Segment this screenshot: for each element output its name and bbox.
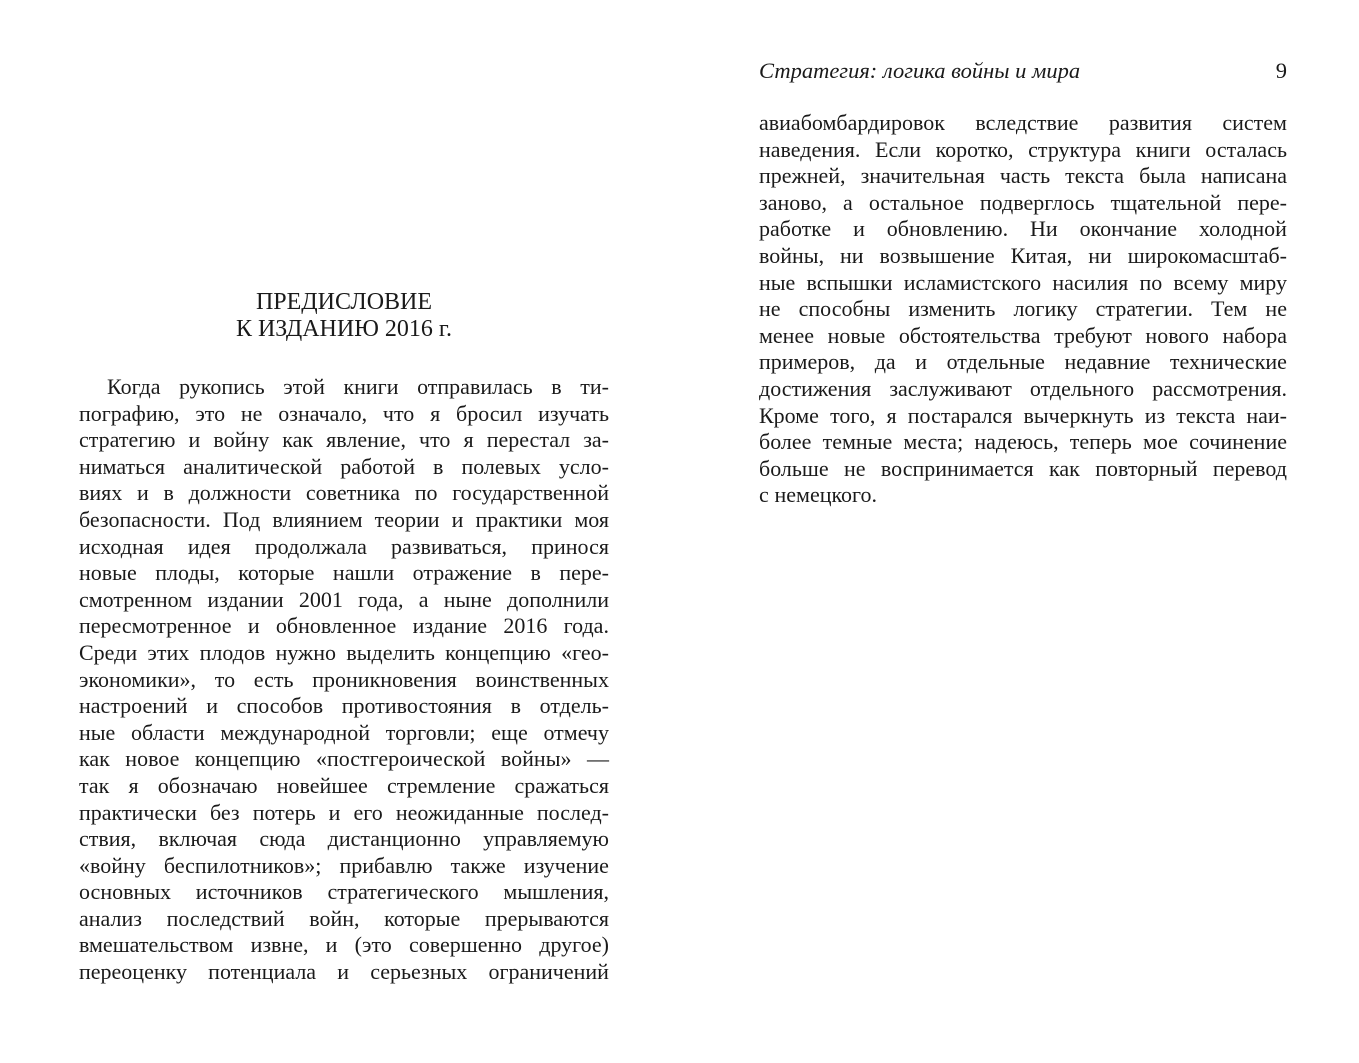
- text-line: пографию, это не означало, что я бросил изучать: [79, 400, 609, 426]
- text-line: Кроме того, я постарался вычеркнуть из текста наи-: [759, 402, 1287, 428]
- text-line: прежней, значительная часть текста была написана: [759, 163, 1287, 189]
- text-line: ные вспышки исламистского насилия по всему миру: [759, 269, 1287, 295]
- text-line: смотренном издании 2001 года, а ныне дополнили: [79, 586, 609, 612]
- text-line: авиабомбардировок вследствие развития систем: [759, 110, 1287, 135]
- chapter-heading: [79, 289, 609, 343]
- text-line: так я обозначаю новейшее стремление сражаться: [79, 772, 609, 798]
- text-line: основных источников стратегического мышления,: [79, 879, 609, 905]
- text-line: работке и обновлению. Ни окончание холодной: [759, 216, 1287, 242]
- text-line: пересмотренное и обновленное издание 2016 года.: [79, 613, 609, 639]
- text-line: ные области международной торговли; еще отмечу: [79, 719, 609, 745]
- text-line: новые плоды, которые нашли отражение в пере-: [79, 560, 609, 586]
- running-header: [759, 58, 1287, 84]
- text-line: ниматься аналитической работой в полевых усло-: [79, 453, 609, 479]
- text-line: войны, ни возвышение Китая, ни широкомасштаб-: [759, 242, 1287, 268]
- left-page-text: [79, 374, 609, 986]
- right-page-text: [759, 110, 1287, 509]
- text-line: виях и в должности советника по государственной: [79, 480, 609, 506]
- text-line: заново, а остальное подверглось тщательной пере-: [759, 189, 1287, 215]
- text-line: более темные места; надеюсь, теперь мое сочинение: [759, 429, 1287, 455]
- text-line: Среди этих плодов нужно выделить концепцию «гео-: [79, 639, 609, 665]
- text-line: безопасности. Под влиянием теории и практики моя: [79, 506, 609, 532]
- text-line: исходная идея продолжала развиваться, принося: [79, 533, 609, 559]
- text-line: стратегию и войну как явление, что я перестал за-: [79, 427, 609, 453]
- text-line: анализ последствий войн, которые прерываются: [79, 905, 609, 931]
- text-line: менее новые обстоятельства требуют нового набора: [759, 322, 1287, 348]
- text-line: как новое концепцию «постгероической войны» —: [79, 746, 609, 772]
- text-line: практически без потерь и его неожиданные послед-: [79, 799, 609, 825]
- text-line: с немецкого.: [759, 482, 878, 508]
- text-line: настроений и способов противостояния в отдель-: [79, 693, 609, 719]
- text-line: экономики», то есть проникновения воинственных: [79, 666, 609, 692]
- chapter-heading-line-1: ПРЕДИСЛОВИЕ: [255, 289, 433, 315]
- text-line: больше не воспринимается как повторный перевод: [759, 455, 1287, 481]
- text-line: переоценку потенциала и серьезных ограничений: [79, 959, 609, 985]
- running-title: Стратегия: логика войны и мира: [759, 58, 1081, 83]
- text-line: достижения заслуживают отдельного рассмотрения.: [759, 375, 1287, 401]
- text-line: «войну беспилотников»; прибавлю также изучение: [79, 852, 609, 878]
- text-line: вмешательством извне, и (это совершенно другое): [79, 932, 609, 958]
- text-line: примеров, да и отдельные недавние технические: [759, 349, 1287, 375]
- text-line: не способны изменить логику стратегии. Тем не: [759, 296, 1287, 322]
- page-number: 9: [1275, 58, 1287, 83]
- text-line: ствия, включая сюда дистанционно управляемую: [79, 826, 609, 852]
- text-line: наведения. Если коротко, структура книги осталась: [759, 136, 1287, 162]
- text-line: Когда рукопись этой книги отправилась в ти-: [107, 374, 609, 399]
- chapter-heading-line-2: К ИЗДАНИЮ 2016 г.: [235, 316, 453, 342]
